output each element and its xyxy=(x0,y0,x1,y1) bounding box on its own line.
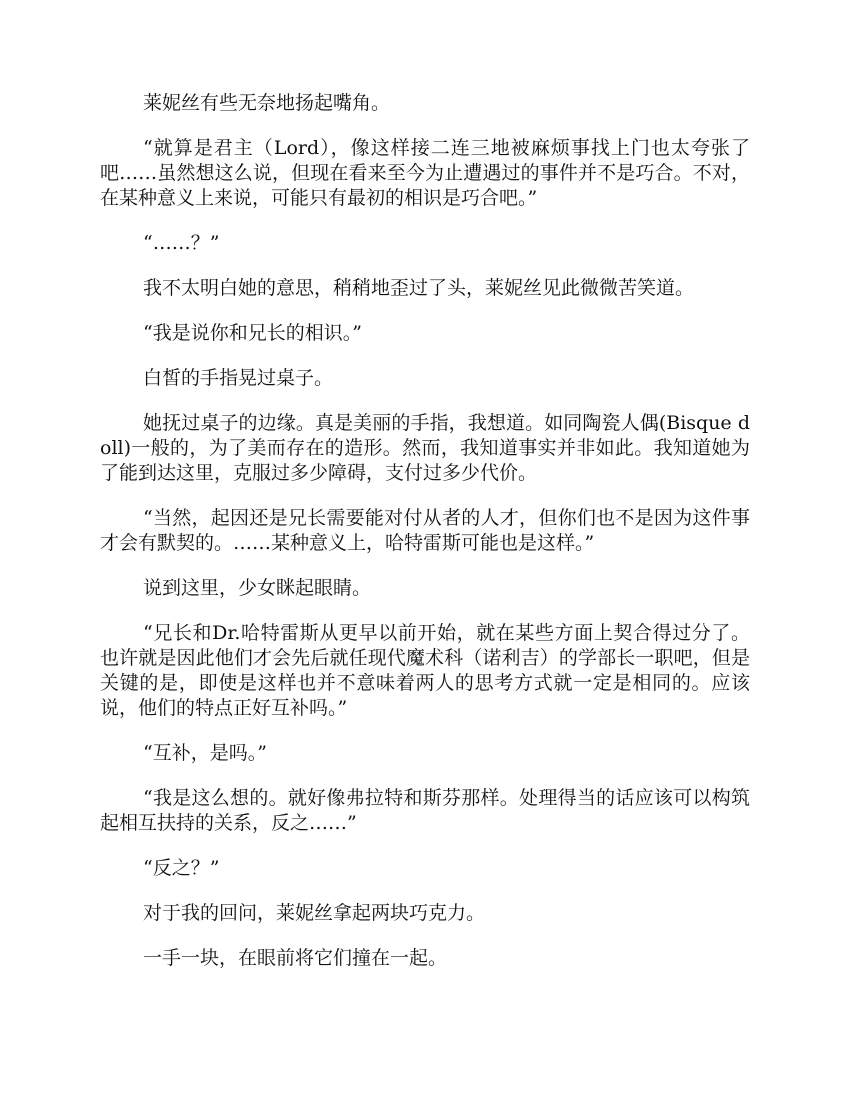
paragraph: 我不太明白她的意思，稍稍地歪过了头，莱妮丝见此微微苦笑道。 xyxy=(143,277,695,299)
paragraph: “就算是君主（Lord），像这样接二连三地被麻烦事找上门也太夸张了吧……虽然想这么说，但现在看来至今为止遭遇过的事件并不是巧合。不对，在某种意义上来说，可能只有最初的相识是巧合吧。” xyxy=(100,137,750,209)
document-page xyxy=(100,91,750,991)
paragraph: “我是说你和兄长的相识。” xyxy=(143,322,362,344)
paragraph: “兄长和Dr.哈特雷斯从更早以前开始，就在某些方面上契合得过分了。也许就是因此他们才会先后就任现代魔术科（诺利吉）的学部长一职吧，但是关键的是，即使是这样也并不意味着两人的思考方式就一定是相同的。应该说，他们的特点正好互补吗。” xyxy=(100,622,750,719)
paragraph: “反之？” xyxy=(143,857,220,879)
paragraph: 说到这里，少女眯起眼睛。 xyxy=(143,577,372,599)
paragraph: “我是这么想的。就好像弗拉特和斯芬那样。处理得当的话应该可以构筑起相互扶持的关系，反之……” xyxy=(100,787,750,834)
paragraph: “……？” xyxy=(143,232,220,254)
paragraph: “当然，起因还是兄长需要能对付从者的人才，但你们也不是因为这件事才会有默契的。……某种意义上，哈特雷斯可能也是这样。” xyxy=(100,507,750,554)
paragraph: 对于我的回问，莱妮丝拿起两块巧克力。 xyxy=(143,902,486,924)
paragraph: 莱妮丝有些无奈地扬起嘴角。 xyxy=(143,92,391,114)
paragraph: “互补，是吗。” xyxy=(143,742,267,764)
paragraph: 一手一块，在眼前将它们撞在一起。 xyxy=(143,947,448,969)
paragraph: 白皙的手指晃过桌子。 xyxy=(143,367,334,389)
paragraph: 她抚过桌子的边缘。真是美丽的手指，我想道。如同陶瓷人偶(Bisque doll)一般的，为了美而存在的造形。然而，我知道事实并非如此。我知道她为了能到达这里，克服过多少障碍，支付过多少代价。 xyxy=(100,412,750,484)
